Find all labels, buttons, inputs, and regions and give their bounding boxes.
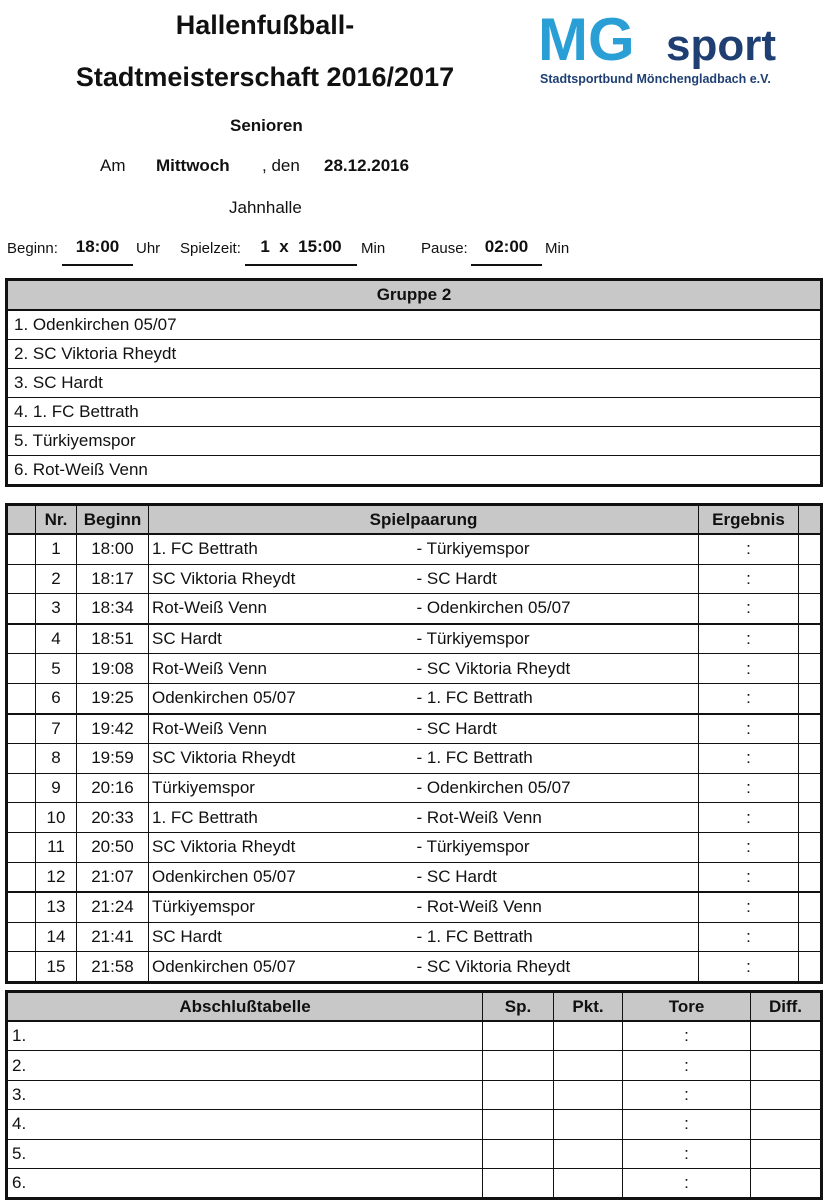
game-result[interactable]: :	[699, 744, 799, 774]
min-label-1: Min	[361, 240, 386, 257]
game-blank-end	[799, 892, 822, 922]
game-nr: 9	[36, 773, 77, 803]
standings-header-tore: Tore	[623, 992, 751, 1022]
standings-position: 6.	[7, 1168, 483, 1198]
game-blank	[7, 773, 36, 803]
game-time: 20:50	[77, 832, 149, 862]
game-row	[7, 654, 822, 684]
game-blank	[7, 624, 36, 654]
game-away-team: - Rot-Weiß Venn	[417, 803, 699, 833]
game-time: 19:59	[77, 744, 149, 774]
game-blank-end	[799, 922, 822, 952]
game-blank-end	[799, 773, 822, 803]
game-away-team: - SC Hardt	[417, 564, 699, 594]
standings-sp[interactable]	[483, 1139, 554, 1168]
game-away-team: - Türkiyemspor	[417, 534, 699, 564]
venue: Jahnhalle	[229, 198, 302, 217]
game-away-team: - Türkiyemspor	[417, 832, 699, 862]
game-blank-end	[799, 624, 822, 654]
game-blank-end	[799, 714, 822, 744]
standings-tore[interactable]: :	[623, 1110, 751, 1139]
game-nr: 12	[36, 862, 77, 892]
game-blank	[7, 803, 36, 833]
game-nr: 3	[36, 594, 77, 624]
games-header-blank-end	[799, 505, 822, 535]
game-row	[7, 594, 822, 624]
standings-position: 2.	[7, 1051, 483, 1080]
standings-tore[interactable]: :	[623, 1051, 751, 1080]
standings-row	[7, 1168, 822, 1198]
min-label-2: Min	[545, 240, 570, 257]
beginn-value: 18:00	[62, 237, 133, 266]
game-home-team: SC Viktoria Rheydt	[149, 564, 417, 594]
game-blank	[7, 654, 36, 684]
standings-diff[interactable]	[751, 1110, 822, 1139]
game-time: 19:25	[77, 683, 149, 713]
standings-header-table: Abschlußtabelle	[7, 992, 483, 1022]
title-line-1: Hallenfußball-	[175, 10, 355, 40]
game-nr: 11	[36, 832, 77, 862]
game-row	[7, 803, 822, 833]
game-time: 18:34	[77, 594, 149, 624]
group-title: Gruppe 2	[7, 280, 822, 311]
pause-value: 02:00	[471, 237, 542, 266]
group-team: 1. Odenkirchen 05/07	[7, 310, 822, 340]
group-team: 6. Rot-Weiß Venn	[7, 456, 822, 486]
standings-position: 4.	[7, 1110, 483, 1139]
game-blank	[7, 892, 36, 922]
standings-header-pkt: Pkt.	[554, 992, 623, 1022]
game-nr: 7	[36, 714, 77, 744]
game-blank-end	[799, 683, 822, 713]
standings-diff[interactable]	[751, 1051, 822, 1080]
mg-sport-logo	[538, 8, 818, 88]
standings-tore[interactable]: :	[623, 1168, 751, 1198]
standings-header-sp: Sp.	[483, 992, 554, 1022]
group-team-row	[7, 369, 822, 398]
games-header-result: Ergebnis	[699, 505, 799, 535]
group-team-row	[7, 456, 822, 486]
game-blank-end	[799, 654, 822, 684]
game-home-team: SC Viktoria Rheydt	[149, 744, 417, 774]
weekday: Mittwoch	[156, 156, 230, 175]
game-time: 20:33	[77, 803, 149, 833]
game-blank	[7, 922, 36, 952]
game-blank-end	[799, 803, 822, 833]
game-away-team: - SC Hardt	[417, 714, 699, 744]
game-row	[7, 862, 822, 892]
game-blank	[7, 564, 36, 594]
game-blank	[7, 862, 36, 892]
standings-diff[interactable]	[751, 1080, 822, 1109]
game-result[interactable]: :	[699, 892, 799, 922]
game-home-team: SC Hardt	[149, 922, 417, 952]
standings-row	[7, 1139, 822, 1168]
games-header-nr: Nr.	[36, 505, 77, 535]
game-nr: 4	[36, 624, 77, 654]
standings-header-diff: Diff.	[751, 992, 822, 1022]
game-result[interactable]: :	[699, 862, 799, 892]
game-result[interactable]: :	[699, 683, 799, 713]
game-away-team: - 1. FC Bettrath	[417, 922, 699, 952]
title-line-2: Stadtmeisterschaft 2016/2017	[75, 62, 455, 92]
game-home-team: Rot-Weiß Venn	[149, 594, 417, 624]
standings-pkt[interactable]	[554, 1021, 623, 1051]
pause-label: Pause:	[421, 240, 468, 257]
standings-sp[interactable]	[483, 1110, 554, 1139]
game-nr: 14	[36, 922, 77, 952]
spielzeit-value: 1 x 15:00	[245, 237, 357, 266]
game-away-team: - SC Hardt	[417, 862, 699, 892]
game-home-team: 1. FC Bettrath	[149, 803, 417, 833]
game-time: 19:08	[77, 654, 149, 684]
games-header-blank	[7, 505, 36, 535]
uhr-label: Uhr	[136, 240, 161, 257]
game-result[interactable]: :	[699, 922, 799, 952]
game-away-team: - Odenkirchen 05/07	[417, 594, 699, 624]
game-away-team: - 1. FC Bettrath	[417, 744, 699, 774]
game-row	[7, 773, 822, 803]
group-team: 5. Türkiyemspor	[7, 427, 822, 456]
standings-pkt[interactable]	[554, 1051, 623, 1080]
standings-pkt[interactable]	[554, 1168, 623, 1198]
game-nr: 6	[36, 683, 77, 713]
standings-position: 3.	[7, 1080, 483, 1109]
standings-row	[7, 1080, 822, 1109]
game-time: 21:24	[77, 892, 149, 922]
group-table	[5, 278, 823, 487]
game-blank	[7, 714, 36, 744]
game-result[interactable]: :	[699, 773, 799, 803]
game-away-team: - Rot-Weiß Venn	[417, 892, 699, 922]
game-home-team: SC Viktoria Rheydt	[149, 832, 417, 862]
standings-sp[interactable]	[483, 1080, 554, 1109]
standings-row	[7, 1110, 822, 1139]
group-team-row	[7, 398, 822, 427]
games-table	[5, 503, 823, 984]
game-blank	[7, 744, 36, 774]
game-row	[7, 832, 822, 862]
game-blank	[7, 952, 36, 983]
spielzeit-label: Spielzeit:	[180, 240, 241, 257]
group-team: 3. SC Hardt	[7, 369, 822, 398]
game-time: 18:51	[77, 624, 149, 654]
game-home-team: 1. FC Bettrath	[149, 534, 417, 564]
game-home-team: Odenkirchen 05/07	[149, 862, 417, 892]
game-home-team: Odenkirchen 05/07	[149, 952, 417, 983]
game-away-team: - Odenkirchen 05/07	[417, 773, 699, 803]
game-blank-end	[799, 832, 822, 862]
game-row	[7, 744, 822, 774]
standings-position: 1.	[7, 1021, 483, 1051]
standings-row	[7, 1021, 822, 1051]
games-header-beginn: Beginn	[77, 505, 149, 535]
games-header-pairing: Spielpaarung	[149, 505, 699, 535]
group-team: 2. SC Viktoria Rheydt	[7, 340, 822, 369]
game-row	[7, 683, 822, 713]
game-blank	[7, 832, 36, 862]
game-row	[7, 714, 822, 744]
game-blank-end	[799, 564, 822, 594]
game-time: 21:58	[77, 952, 149, 983]
game-result[interactable]: :	[699, 714, 799, 744]
standings-sp[interactable]	[483, 1168, 554, 1198]
game-home-team: Türkiyemspor	[149, 773, 417, 803]
standings-tore[interactable]: :	[623, 1139, 751, 1168]
game-time: 20:16	[77, 773, 149, 803]
game-away-team: - SC Viktoria Rheydt	[417, 952, 699, 983]
game-row	[7, 892, 822, 922]
date: 28.12.2016	[324, 156, 410, 175]
standings-position: 5.	[7, 1139, 483, 1168]
standings-pkt[interactable]	[554, 1139, 623, 1168]
game-time: 19:42	[77, 714, 149, 744]
game-time: 18:00	[77, 534, 149, 564]
game-result[interactable]: :	[699, 534, 799, 564]
standings-sp[interactable]	[483, 1051, 554, 1080]
game-home-team: SC Hardt	[149, 624, 417, 654]
game-result[interactable]: :	[699, 803, 799, 833]
group-team: 4. 1. FC Bettrath	[7, 398, 822, 427]
game-home-team: Rot-Weiß Venn	[149, 714, 417, 744]
standings-sp[interactable]	[483, 1021, 554, 1051]
game-home-team: Rot-Weiß Venn	[149, 654, 417, 684]
game-nr: 5	[36, 654, 77, 684]
standings-diff[interactable]	[751, 1021, 822, 1051]
game-nr: 1	[36, 534, 77, 564]
game-nr: 8	[36, 744, 77, 774]
group-team-row	[7, 427, 822, 456]
game-away-team: - SC Viktoria Rheydt	[417, 654, 699, 684]
category-label: Senioren	[230, 116, 303, 135]
game-result[interactable]: :	[699, 564, 799, 594]
beginn-label: Beginn:	[7, 240, 58, 257]
standings-row	[7, 1051, 822, 1080]
game-row	[7, 922, 822, 952]
game-blank	[7, 534, 36, 564]
game-time: 21:41	[77, 922, 149, 952]
game-row	[7, 952, 822, 983]
standings-pkt[interactable]	[554, 1110, 623, 1139]
game-time: 21:07	[77, 862, 149, 892]
game-home-team: Türkiyemspor	[149, 892, 417, 922]
group-team-row	[7, 340, 822, 369]
game-blank	[7, 594, 36, 624]
standings-tore[interactable]: :	[623, 1080, 751, 1109]
game-result[interactable]: :	[699, 624, 799, 654]
standings-tore[interactable]: :	[623, 1021, 751, 1051]
game-nr: 10	[36, 803, 77, 833]
standings-pkt[interactable]	[554, 1080, 623, 1109]
standings-diff[interactable]	[751, 1139, 822, 1168]
game-nr: 2	[36, 564, 77, 594]
game-blank-end	[799, 862, 822, 892]
game-result[interactable]: :	[699, 952, 799, 983]
game-away-team: - Türkiyemspor	[417, 624, 699, 654]
game-result[interactable]: :	[699, 654, 799, 684]
game-nr: 15	[36, 952, 77, 983]
game-row	[7, 624, 822, 654]
game-row	[7, 564, 822, 594]
game-row	[7, 534, 822, 564]
game-away-team: - 1. FC Bettrath	[417, 683, 699, 713]
game-blank-end	[799, 952, 822, 983]
game-blank-end	[799, 534, 822, 564]
den-label: , den	[262, 156, 300, 175]
standings-table	[5, 990, 823, 1200]
am-label: Am	[100, 156, 126, 175]
game-result[interactable]: :	[699, 594, 799, 624]
game-time: 18:17	[77, 564, 149, 594]
standings-diff[interactable]	[751, 1168, 822, 1198]
game-blank-end	[799, 744, 822, 774]
group-team-row	[7, 310, 822, 340]
game-nr: 13	[36, 892, 77, 922]
logo-sport: sport	[666, 21, 776, 70]
game-home-team: Odenkirchen 05/07	[149, 683, 417, 713]
game-blank-end	[799, 594, 822, 624]
game-result[interactable]: :	[699, 832, 799, 862]
logo-mg: MG	[538, 8, 635, 73]
logo-subtitle: Stadtsportbund Mönchengladbach e.V.	[540, 72, 771, 86]
game-blank	[7, 683, 36, 713]
